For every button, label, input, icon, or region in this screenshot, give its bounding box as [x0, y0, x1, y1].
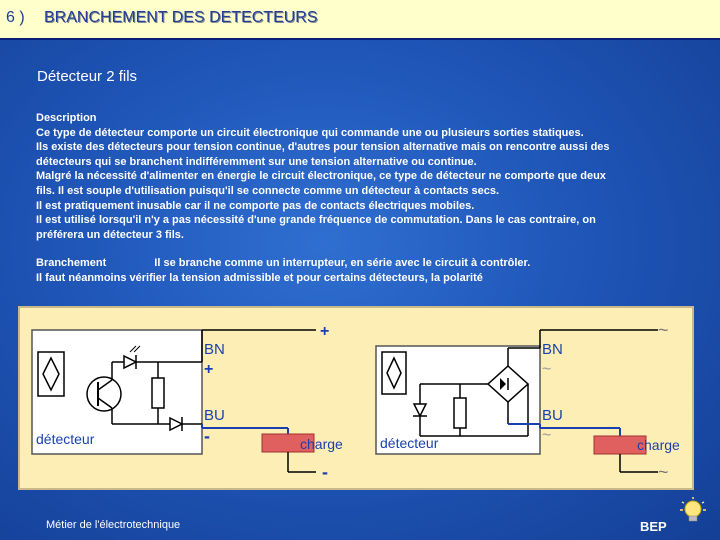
- description-line: Malgré la nécessité d'alimenter en énergie le circuit électronique, ce type de détecteur ne comporte que deux: [36, 170, 606, 183]
- description-line: Il est utilisé lorsqu'il n'y a pas nécessité d'une grande fréquence de commutation. Dans le cas contraire, on: [36, 214, 596, 227]
- description-line: détecteurs qui se branchent indifféremment sur une tension alternative ou continue.: [36, 155, 477, 168]
- footer-right: BEP: [640, 519, 667, 534]
- resistor-left: [152, 378, 164, 408]
- description-block: [36, 111, 676, 242]
- bu-label-left: BU: [204, 407, 225, 424]
- bn-sign-left: +: [204, 361, 214, 378]
- title-bar: [0, 0, 720, 40]
- description-line: fils. Il est souple d'utilisation puisqu'il se connecte comme un détecteur à contacts secs.: [36, 184, 500, 197]
- plus-label-left: +: [320, 323, 330, 340]
- branchement-label: Branchement: [36, 257, 107, 269]
- description-line: Description: [36, 112, 97, 124]
- ac-symbol-bu: ~: [542, 427, 552, 444]
- section-number: 6 ): [6, 9, 25, 26]
- branchement-line: [36, 256, 676, 271]
- minus-label-left: -: [322, 462, 328, 482]
- load-label-left: charge: [300, 436, 343, 452]
- load-label-right: charge: [637, 437, 680, 453]
- bn-label-right: BN: [542, 341, 563, 358]
- detector-label-right: détecteur: [380, 435, 439, 451]
- lightbulb-icon: [678, 496, 708, 526]
- bu-sign-left: -: [204, 426, 210, 446]
- bu-label-right: BU: [542, 407, 563, 424]
- ac-symbol-bottom: ~: [658, 462, 669, 482]
- branchement-text: Il se branche comme un interrupteur, en série avec le circuit à contrôler.: [154, 257, 531, 269]
- branchement-block: [36, 256, 676, 285]
- branchement-line-2: Il faut néanmoins vérifier la tension admissible et pour certains détecteurs, la polarité: [36, 271, 483, 284]
- ac-symbol-bn: ~: [542, 361, 552, 378]
- description-line: Il est pratiquement inusable car il ne comporte pas de contacts électriques mobiles.: [36, 199, 475, 212]
- footer-left: Métier de l'électrotechnique: [46, 519, 181, 531]
- wiring-diagram-svg: [20, 308, 696, 492]
- description-line: Ce type de détecteur comporte un circuit électronique qui commande une ou plusieurs sorties statiques.: [36, 126, 584, 139]
- resistor-right: [454, 398, 466, 428]
- bn-label-left: BN: [204, 341, 225, 358]
- ac-symbol-top: ~: [658, 320, 669, 340]
- detector-label-left: détecteur: [36, 431, 95, 447]
- description-line: Ils existe des détecteurs pour tension continue, d'autres pour tension alternative mais on rencontre aussi des: [36, 141, 610, 154]
- subtitle: Détecteur 2 fils: [37, 68, 138, 85]
- description-line: préférera un détecteur 3 fils.: [36, 228, 184, 241]
- wiring-diagram: [18, 306, 694, 490]
- page-title: BRANCHEMENT DES DETECTEURS: [44, 9, 318, 26]
